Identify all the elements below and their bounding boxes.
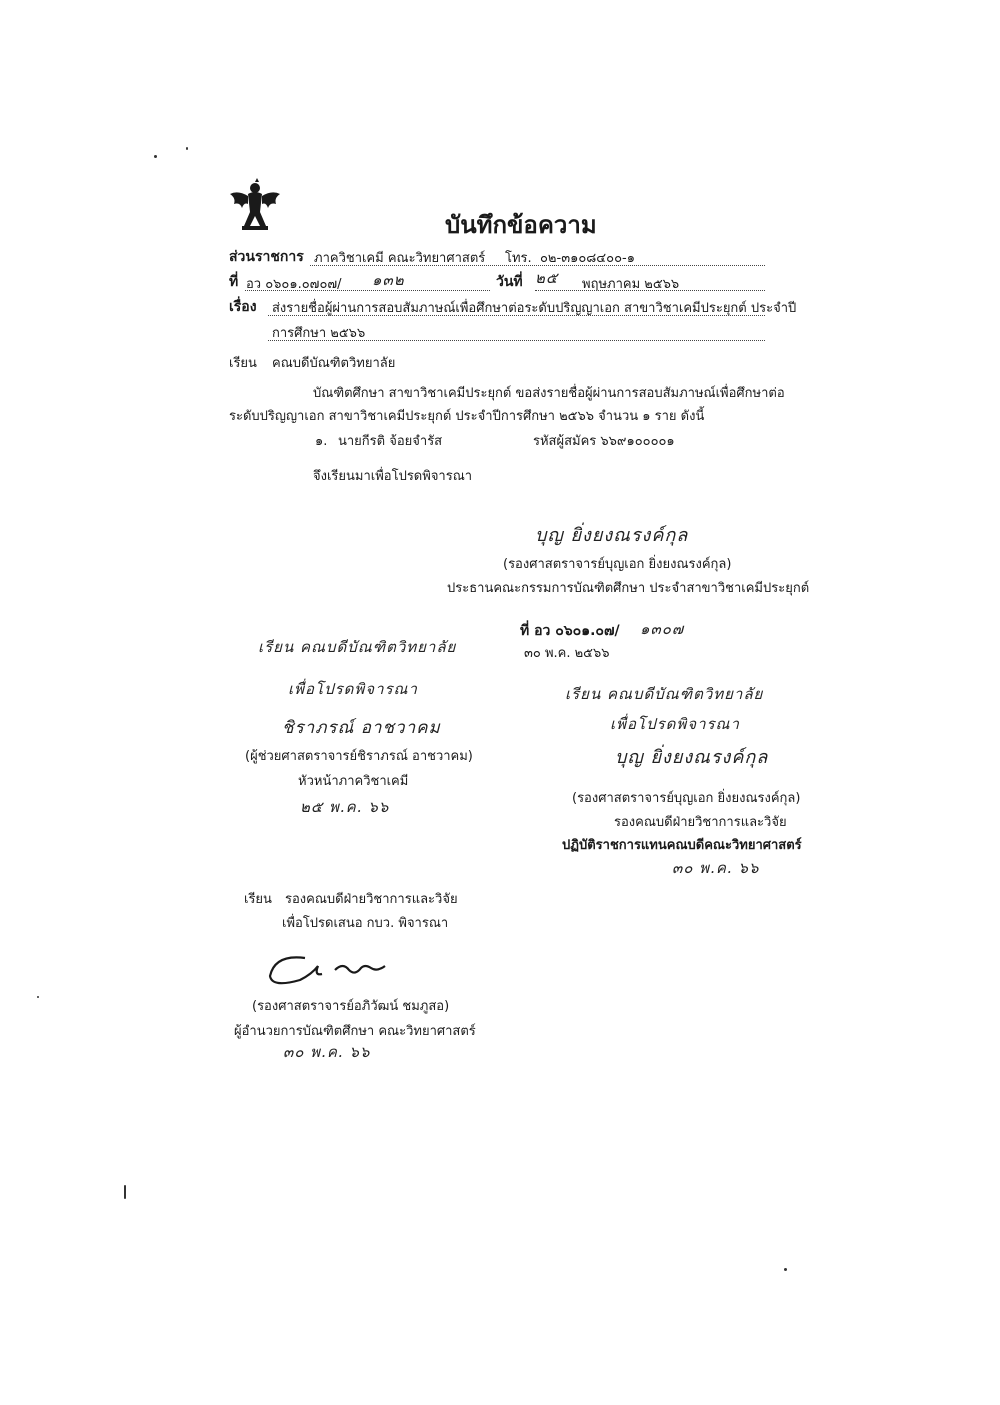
paragraph-line-2: ระดับปริญญาเอก สาขาวิชาเคมีประยุกต์ ประจำปีการศึกษา ๒๕๖๖ จำนวน ๑ ราย ดังนี้ <box>229 409 705 424</box>
agency-label: ส่วนราชการ <box>229 249 304 265</box>
bottom-signature-icon <box>265 950 400 990</box>
left-handwritten-line-1: เรียน คณบดีบัณฑิตวิทยาลัย <box>258 638 457 656</box>
bottom-salutation-value: รองคณบดีฝ่ายวิชาการและวิจัย <box>285 892 458 907</box>
bottom-line-2: เพื่อโปรดเสนอ กบว. พิจารณา <box>282 916 449 931</box>
ref-value: อว ๐๖๐๑.๐๗๐๗/ <box>246 277 342 292</box>
salutation-value: คณบดีบัณฑิตวิทยาลัย <box>272 356 396 371</box>
right-signature: บุญ ยิ่งยงณรงค์กุล <box>615 747 769 768</box>
ref-label: ที่ <box>229 274 239 290</box>
right-ref-printed: ที่ อว ๐๖๐๑.๐๗/ <box>520 623 620 639</box>
right-signer-name: (รองศาสตราจารย์บุญเอก ยิ่งยงณรงค์กุล) <box>572 791 801 806</box>
bottom-signer-position: ผู้อำนวยการบัณฑิตศึกษา คณะวิทยาศาสตร์ <box>234 1024 476 1039</box>
right-signer-position-1: รองคณบดีฝ่ายวิชาการและวิจัย <box>614 815 787 830</box>
left-handwritten-line-2: เพื่อโปรดพิจารณา <box>288 680 418 698</box>
closing-text: จึงเรียนมาเพื่อโปรดพิจารณา <box>313 469 473 484</box>
salutation-label: เรียน <box>229 356 257 371</box>
garuda-emblem-icon <box>228 178 282 234</box>
left-handwritten-date: ๒๕ พ.ค. ๖๖ <box>300 798 390 816</box>
scan-speck <box>784 1268 787 1271</box>
memo-title: บันทึกข้อความ <box>445 211 597 239</box>
phone-label: โทร. <box>505 251 532 266</box>
item-code: รหัสผู้สมัคร ๖๖๙๑๐๐๐๐๑ <box>533 434 675 449</box>
right-handwritten-line-1: เรียน คณบดีบัณฑิตวิทยาลัย <box>565 685 764 703</box>
ref-dotted-line <box>245 290 490 291</box>
subject-dotted-line-1 <box>268 315 765 316</box>
date-value: พฤษภาคม ๒๕๖๖ <box>582 277 680 292</box>
bottom-signer-name: (รองศาสตราจารย์อภิวัฒน์ ชมภูสอ) <box>252 999 450 1014</box>
main-signer-position: ประธานคณะกรรมการบัณฑิตศึกษา ประจำสาขาวิชาเคมีประยุกต์ <box>447 581 810 596</box>
left-signature: ชิราภรณ์ อาชวาคม <box>282 718 441 738</box>
item-number: ๑. <box>315 434 328 449</box>
subject-line-2: การศึกษา ๒๕๖๖ <box>272 326 366 341</box>
paragraph-line-1: บัณฑิตศึกษา สาขาวิชาเคมีประยุกต์ ขอส่งรายชื่อผู้ผ่านการสอบสัมภาษณ์เพื่อศึกษาต่อ <box>313 386 785 401</box>
scan-speck <box>124 1185 126 1199</box>
subject-dotted-line-2 <box>268 340 765 341</box>
date-dotted-line <box>535 290 765 291</box>
item-name: นายกีรติ จ้อยจำรัส <box>338 434 443 449</box>
bottom-salutation-label: เรียน <box>244 892 272 907</box>
right-ref-handwritten: ๑๓๐๗ <box>640 620 685 638</box>
ref-handwritten: ๑๓๒ <box>372 271 405 289</box>
date-label: วันที่ <box>496 274 523 290</box>
right-handwritten-date: ๓๐ พ.ค. ๖๖ <box>672 859 760 877</box>
left-signer-position: หัวหน้าภาควิชาเคมี <box>298 774 409 789</box>
subject-label: เรื่อง <box>229 299 257 315</box>
bottom-handwritten-date: ๓๐ พ.ค. ๖๖ <box>283 1043 371 1061</box>
main-signature: บุญ ยิ่งยงณรงค์กุล <box>535 525 689 546</box>
agency-value: ภาควิชาเคมี คณะวิทยาศาสตร์ <box>314 251 486 266</box>
subject-line-1: ส่งรายชื่อผู้ผ่านการสอบสัมภาษณ์เพื่อศึกษาต่อระดับปริญญาเอก สาขาวิชาเคมีประยุกต์ ประจำปี <box>272 301 797 316</box>
scan-speck <box>154 155 157 158</box>
right-signer-position-2: ปฏิบัติราชการแทนคณบดีคณะวิทยาศาสตร์ <box>562 838 802 853</box>
date-handwritten: ๒๕ <box>535 269 559 287</box>
scan-speck <box>186 147 188 150</box>
left-signer-name: (ผู้ช่วยศาสตราจารย์ชิราภรณ์ อาชวาคม) <box>245 749 473 764</box>
main-signer-name: (รองศาสตราจารย์บุญเอก ยิ่งยงณรงค์กุล) <box>503 557 732 572</box>
right-handwritten-line-2: เพื่อโปรดพิจารณา <box>610 715 740 733</box>
scan-speck <box>37 996 39 998</box>
right-date-stamp: ๓๐ พ.ค. ๒๕๖๖ <box>524 646 610 661</box>
phone-value: ๐๒-๓๑๐๘๔๐๐-๑ <box>540 251 635 266</box>
